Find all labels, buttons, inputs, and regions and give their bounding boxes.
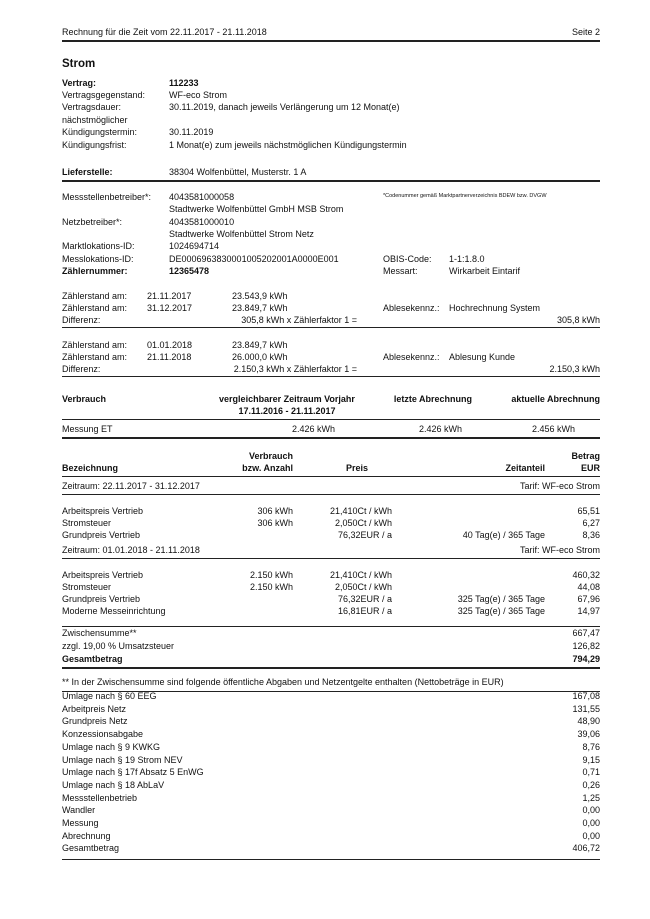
messart-label: Messart: bbox=[383, 266, 418, 276]
lieferstelle-value: 38304 Wolfenbüttel, Musterstr. 1 A bbox=[169, 167, 307, 177]
melo-label: Messlokations-ID: bbox=[62, 254, 134, 264]
nb-code: 4043581000010 bbox=[169, 217, 235, 227]
tarif-label: Tarif: WF-eco Strom bbox=[519, 545, 600, 555]
abgabe-value: 0,00 bbox=[582, 805, 600, 816]
malo-label: Marktlokations-ID: bbox=[62, 241, 135, 251]
menge-header-1: Verbrauch bbox=[248, 451, 293, 461]
messart-value: Wirkarbeit Eintarif bbox=[449, 266, 521, 276]
zeitraum-label: Zeitraum: 22.11.2017 - 31.12.2017 bbox=[62, 481, 200, 491]
billing-item-label: Arbeitspreis Vertrieb bbox=[62, 570, 144, 580]
lieferstelle-label: Lieferstelle: bbox=[62, 167, 113, 177]
abgabe-label: Umlage nach § 60 EEG bbox=[62, 691, 157, 701]
billing-item-amount: 8,36 bbox=[582, 530, 600, 540]
abgaben-note: ** In der Zwischensumme sind folgende öffentliche Abgaben und Netzentgelte enthalten (Nettobeträge in EUR) bbox=[62, 677, 504, 687]
billing-item-price: 21,410Ct / kWh bbox=[329, 506, 392, 516]
billing-item-label: Grundpreis Vertrieb bbox=[62, 530, 141, 540]
contract-value: WF-eco Strom bbox=[169, 90, 228, 100]
contract-label: Kündigungsfrist: bbox=[62, 140, 127, 150]
abgabe-value: 131,55 bbox=[572, 703, 600, 714]
billing-item-price: 21,410Ct / kWh bbox=[329, 570, 392, 580]
obis-label: OBIS-Code: bbox=[383, 254, 432, 264]
billing-item-quantity: 306 kWh bbox=[257, 518, 293, 528]
billing-item-label: Moderne Messeinrichtung bbox=[62, 606, 166, 616]
msb-code: 4043581000058 bbox=[169, 192, 235, 202]
zaehlernummer-value: 12365478 bbox=[169, 266, 210, 276]
msb-label: Messstellenbetreiber*: bbox=[62, 192, 152, 202]
abgabe-value: 9,15 bbox=[582, 754, 600, 765]
billing-item-quantity: 306 kWh bbox=[257, 506, 293, 516]
contract-label: Kündigungstermin: bbox=[62, 127, 138, 137]
messung-vorjahr: 2.426 kWh bbox=[291, 424, 335, 434]
malo-value: 1024694714 bbox=[169, 241, 220, 251]
messung-aktuelle: 2.456 kWh bbox=[531, 424, 575, 434]
difference-calc: 2.150,3 kWh x Zählerfaktor 1 = bbox=[233, 364, 357, 374]
ust-label: zzgl. 19,00 % Umsatzsteuer bbox=[62, 641, 175, 651]
billing-item-amount: 6,27 bbox=[582, 518, 600, 528]
reading-end-value: 23.849,7 kWh bbox=[232, 303, 288, 313]
reading-end-label: Zählerstand am: bbox=[62, 352, 128, 362]
billing-item-price: 76,32EUR / a bbox=[337, 594, 392, 604]
difference-label: Differenz: bbox=[62, 364, 101, 374]
ablesekennz-value: Ablesung Kunde bbox=[449, 352, 516, 362]
reading-end-date: 21.11.2018 bbox=[147, 352, 192, 362]
reading-divider bbox=[62, 376, 600, 377]
ablesekennz-value: Hochrechnung System bbox=[449, 303, 541, 313]
billing-item-amount: 67,96 bbox=[577, 594, 600, 604]
contract-value: 30.11.2019 bbox=[169, 127, 214, 137]
contract-label: nächstmöglicher bbox=[62, 115, 128, 125]
billing-item-zeitanteil: 40 Tag(e) / 365 Tage bbox=[462, 530, 545, 540]
contract-label: Vertragsgegenstand: bbox=[62, 90, 146, 100]
abgabe-label: Gesamtbetrag bbox=[62, 843, 120, 854]
contract-label: Vertragsdauer: bbox=[62, 102, 122, 112]
billing-item-label: Stromsteuer bbox=[62, 518, 112, 528]
abgabe-value: 39,06 bbox=[577, 729, 600, 740]
messung-label: Messung ET bbox=[62, 424, 113, 434]
vorjahr-header: vergleichbarer Zeitraum Vorjahr bbox=[219, 394, 355, 404]
page-number: Seite 2 bbox=[571, 27, 600, 37]
reading-start-date: 01.01.2018 bbox=[147, 340, 193, 350]
reading-divider bbox=[62, 327, 600, 328]
contract-value: 1 Monat(e) zum jeweils nächstmöglichen Kündigungstermin bbox=[169, 140, 407, 150]
footer-divider bbox=[62, 859, 600, 860]
billing-item-price: 76,32EUR / a bbox=[337, 530, 392, 540]
abgabe-label: Abrechnung bbox=[62, 830, 111, 841]
billing-item-amount: 460,32 bbox=[572, 570, 600, 580]
billing-item-zeitanteil: 325 Tag(e) / 365 Tage bbox=[457, 594, 545, 604]
section-title: Strom bbox=[62, 58, 96, 70]
billing-item-price: 2,050Ct / kWh bbox=[334, 582, 392, 592]
verbrauch-header: Verbrauch bbox=[62, 394, 107, 404]
ablesekennz-label: Ablesekennz.: bbox=[383, 303, 440, 313]
contract-value: 112233 bbox=[169, 78, 199, 88]
billing-item-label: Grundpreis Vertrieb bbox=[62, 594, 141, 604]
billing-item-label: Stromsteuer bbox=[62, 582, 112, 592]
zeitraum-divider bbox=[62, 494, 600, 495]
preis-header: Preis bbox=[345, 463, 368, 473]
difference-result: 2.150,3 kWh bbox=[549, 364, 600, 374]
zeitraum-divider bbox=[62, 558, 600, 559]
abgabe-label: Arbeitpreis Netz bbox=[62, 703, 127, 714]
billing-item-label: Arbeitspreis Vertrieb bbox=[62, 506, 144, 516]
verbrauch-divider bbox=[62, 419, 600, 420]
totals-divider bbox=[62, 626, 600, 627]
abgabe-label: Wandler bbox=[62, 805, 96, 816]
abgabe-label: Grundpreis Netz bbox=[62, 716, 128, 727]
abgabe-value: 167,08 bbox=[572, 691, 600, 701]
abgabe-value: 1,25 bbox=[582, 792, 600, 803]
billing-item-zeitanteil: 325 Tag(e) / 365 Tage bbox=[457, 606, 545, 616]
zeitanteil-header: Zeitanteil bbox=[505, 463, 545, 473]
menge-header-2: bzw. Anzahl bbox=[242, 463, 293, 473]
abgabe-label: Messung bbox=[62, 818, 99, 828]
gesamtbetrag-divider bbox=[62, 667, 600, 669]
contract-label: Vertrag: bbox=[62, 78, 97, 88]
melo-value: DE0006963830001005202001A0000E001 bbox=[169, 254, 339, 264]
letzte-abrechnung-header: letzte Abrechnung bbox=[393, 394, 472, 404]
abgabe-label: Umlage nach § 17f Absatz 5 EnWG bbox=[62, 767, 204, 778]
tarif-label: Tarif: WF-eco Strom bbox=[519, 481, 600, 491]
contract-value: 30.11.2019, danach jeweils Verlängerung um 12 Monat(e) bbox=[169, 102, 400, 112]
ablesekennz-label: Ablesekennz.: bbox=[383, 352, 440, 362]
difference-label: Differenz: bbox=[62, 315, 101, 325]
reading-start-value: 23.543,9 kWh bbox=[232, 291, 288, 301]
zeitraum-label: Zeitraum: 01.01.2018 - 21.11.2018 bbox=[62, 545, 200, 555]
billing-item-quantity: 2.150 kWh bbox=[249, 582, 293, 592]
zwischensumme-label: Zwischensumme** bbox=[62, 628, 137, 638]
verbrauch-bottom-divider bbox=[62, 437, 600, 439]
nb-label: Netzbetreiber*: bbox=[62, 217, 123, 227]
msb-name: Stadtwerke Wolfenbüttel GmbH MSB Strom bbox=[169, 204, 344, 214]
gesamtbetrag-value: 794,29 bbox=[572, 654, 600, 664]
reading-start-value: 23.849,7 kWh bbox=[232, 340, 288, 350]
betrag-unit-header: EUR bbox=[580, 463, 600, 473]
billing-item-quantity: 2.150 kWh bbox=[249, 570, 293, 580]
reading-start-label: Zählerstand am: bbox=[62, 291, 128, 301]
difference-result: 305,8 kWh bbox=[556, 315, 600, 325]
bezeichnung-header: Bezeichnung bbox=[62, 463, 119, 473]
zwischensumme-value: 667,47 bbox=[572, 628, 600, 638]
abgabe-value: 8,76 bbox=[582, 741, 600, 752]
lieferstelle-divider bbox=[62, 180, 600, 182]
nb-name: Stadtwerke Wolfenbüttel Strom Netz bbox=[169, 229, 314, 239]
codenummer-footnote: *Codenummer gemäß Marktpartnerverzeichnis BDEW bzw. DVGW bbox=[383, 193, 547, 199]
header-divider bbox=[62, 40, 600, 42]
obis-value: 1-1:1.8.0 bbox=[449, 254, 485, 264]
billing-item-amount: 14,97 bbox=[577, 606, 600, 616]
table-header-divider bbox=[62, 476, 600, 477]
aktuelle-abrechnung-header: aktuelle Abrechnung bbox=[511, 394, 600, 404]
reading-end-date: 31.12.2017 bbox=[147, 303, 193, 313]
abgabe-value: 0,00 bbox=[582, 830, 600, 841]
gesamtbetrag-label: Gesamtbetrag bbox=[62, 654, 123, 664]
invoice-period-title: Rechnung für die Zeit vom 22.11.2017 - 21.11.2018 bbox=[62, 27, 267, 37]
abgabe-value: 0,26 bbox=[582, 779, 600, 790]
reading-start-date: 21.11.2017 bbox=[147, 291, 192, 301]
billing-item-amount: 65,51 bbox=[577, 506, 600, 516]
abgabe-label: Umlage nach § 18 AbLaV bbox=[62, 779, 165, 790]
zaehlernummer-label: Zählernummer: bbox=[62, 266, 128, 276]
betrag-header: Betrag bbox=[571, 451, 600, 461]
vorjahr-period: 17.11.2016 - 21.11.2017 bbox=[238, 406, 336, 416]
abgabe-label: Umlage nach § 19 Strom NEV bbox=[62, 754, 183, 765]
difference-calc: 305,8 kWh x Zählerfaktor 1 = bbox=[241, 315, 357, 325]
abgabe-value: 406,72 bbox=[572, 843, 600, 854]
abgabe-label: Konzessionsabgabe bbox=[62, 729, 144, 740]
reading-start-label: Zählerstand am: bbox=[62, 340, 128, 350]
abgabe-value: 48,90 bbox=[577, 716, 600, 727]
billing-item-amount: 44,08 bbox=[577, 582, 600, 592]
ust-value: 126,82 bbox=[572, 641, 600, 651]
reading-end-label: Zählerstand am: bbox=[62, 303, 128, 313]
reading-end-value: 26.000,0 kWh bbox=[232, 352, 288, 362]
abgabe-label: Messstellenbetrieb bbox=[62, 792, 138, 803]
billing-item-price: 16,81EUR / a bbox=[337, 606, 392, 616]
messung-letzte: 2.426 kWh bbox=[418, 424, 462, 434]
abgabe-value: 0,71 bbox=[582, 767, 600, 778]
billing-item-price: 2,050Ct / kWh bbox=[334, 518, 392, 528]
abgabe-label: Umlage nach § 9 KWKG bbox=[62, 741, 161, 752]
abgabe-value: 0,00 bbox=[582, 818, 600, 828]
